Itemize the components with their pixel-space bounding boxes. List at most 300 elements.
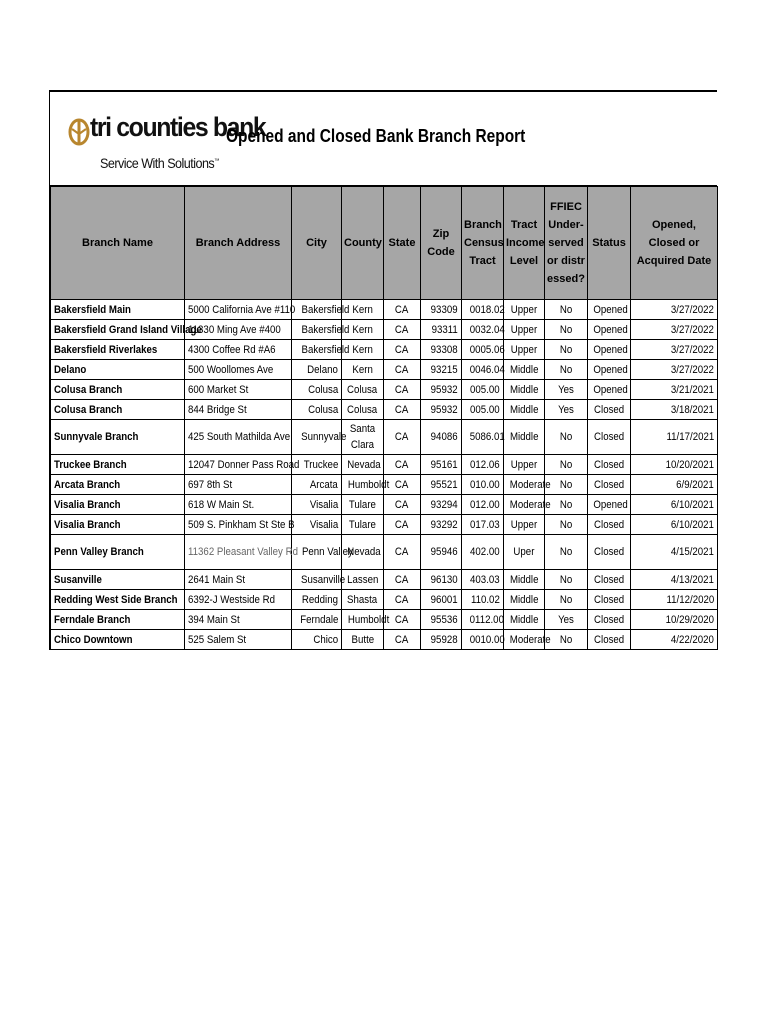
cell-county xyxy=(342,420,384,455)
cell-ffiec xyxy=(545,400,588,420)
cell-text-zip: 93294 xyxy=(431,498,458,511)
cell-text-city: Arcata xyxy=(310,478,338,491)
cell-text-city: Sunnyvale xyxy=(301,431,347,443)
cell-text-county: Kern xyxy=(352,303,373,316)
column-header-census-tract: Branch Census Tract xyxy=(462,187,504,300)
cell-text-state: CA xyxy=(395,573,409,586)
column-header-state: State xyxy=(384,187,421,300)
cell-text-ffiec: Yes xyxy=(558,613,574,626)
cell-text-city: Truckee xyxy=(303,458,338,471)
cell-name xyxy=(51,630,185,650)
cell-text-tract: 0046.04 xyxy=(469,363,505,376)
cell-ffiec xyxy=(545,495,588,515)
cell-text-date: 6/10/2021 xyxy=(670,498,714,511)
cell-text-city: Delano xyxy=(307,363,338,376)
cell-state xyxy=(384,515,421,535)
cell-text-ffiec: No xyxy=(559,458,573,471)
cell-text-income: Upper xyxy=(510,518,538,531)
cell-text-ffiec: No xyxy=(559,573,573,586)
cell-address xyxy=(185,360,292,380)
cell-text-zip: 95932 xyxy=(431,383,458,396)
cell-text-ffiec: No xyxy=(559,303,573,316)
cell-text-state: CA xyxy=(395,593,409,606)
cell-date xyxy=(631,610,718,630)
cell-text-address: 618 W Main St. xyxy=(188,498,255,511)
cell-tract xyxy=(462,380,504,400)
cell-city xyxy=(292,360,342,380)
cell-text-state: CA xyxy=(395,546,409,558)
cell-text-zip: 95521 xyxy=(431,478,458,491)
cell-text-tract: 0032.04 xyxy=(469,323,505,336)
cell-text-tract: 0018.02 xyxy=(469,303,505,316)
table-body xyxy=(51,300,718,650)
table-row xyxy=(51,340,718,360)
cell-city xyxy=(292,515,342,535)
cell-text-zip: 95536 xyxy=(431,613,458,626)
cell-ffiec xyxy=(545,420,588,455)
cell-zip xyxy=(421,400,462,420)
cell-text-income: Middle xyxy=(509,593,539,606)
cell-text-date: 10/20/2021 xyxy=(665,458,714,471)
cell-text-zip: 94086 xyxy=(431,431,458,443)
cell-text-city: Bakersfield xyxy=(301,343,350,356)
cell-ffiec xyxy=(545,455,588,475)
cell-text-city: Visalia xyxy=(309,498,338,511)
cell-text-city: Susanville xyxy=(301,573,346,586)
cell-text-state: CA xyxy=(395,363,409,376)
cell-text-county: Kern xyxy=(352,323,373,336)
cell-text-income: Middle xyxy=(509,383,539,396)
cell-income xyxy=(504,535,545,570)
cell-text-county: Tulare xyxy=(348,518,377,531)
cell-tract xyxy=(462,475,504,495)
cell-address xyxy=(185,535,298,570)
cell-tract xyxy=(462,420,504,455)
cell-county xyxy=(342,515,384,535)
cell-text-zip: 96001 xyxy=(431,593,458,606)
cell-zip xyxy=(421,630,462,650)
cell-text-income: Uper xyxy=(513,546,535,558)
cell-state xyxy=(384,495,421,515)
cell-city xyxy=(292,300,350,320)
cell-address xyxy=(185,400,292,420)
cell-income xyxy=(504,420,545,455)
cell-income xyxy=(504,340,545,360)
cell-address xyxy=(185,515,295,535)
cell-text-date: 11/12/2020 xyxy=(666,593,714,606)
column-header-branch-address: Branch Address xyxy=(185,187,292,300)
cell-status xyxy=(588,570,631,590)
cell-text-state: CA xyxy=(395,403,409,416)
cell-county xyxy=(342,360,384,380)
cell-tract xyxy=(462,610,504,630)
cell-status xyxy=(588,535,631,570)
cell-city xyxy=(292,340,350,360)
cell-text-tract: 5086.01 xyxy=(469,431,505,443)
cell-name xyxy=(51,495,185,515)
cell-text-status: Closed xyxy=(593,431,625,443)
cell-status xyxy=(588,630,631,650)
column-header-status: Status xyxy=(588,187,631,300)
cell-text-state: CA xyxy=(395,613,409,626)
cell-tract xyxy=(462,630,504,650)
cell-name xyxy=(51,420,185,455)
cell-text-income: Upper xyxy=(510,323,538,336)
report-title: Opened and Closed Bank Branch Report xyxy=(226,126,526,146)
cell-text-income: Moderate xyxy=(509,498,551,511)
cell-tract xyxy=(462,590,504,610)
cell-text-date: 11/17/2021 xyxy=(666,431,714,443)
table-row xyxy=(51,475,718,495)
cell-text-zip: 95928 xyxy=(431,633,458,646)
cell-income xyxy=(504,630,551,650)
cell-text-tract: 005.00 xyxy=(470,383,500,396)
cell-address xyxy=(185,590,292,610)
cell-county xyxy=(342,570,384,590)
cell-address xyxy=(185,495,292,515)
cell-date xyxy=(631,590,718,610)
cell-text-ffiec: No xyxy=(559,593,573,606)
branch-table xyxy=(50,186,718,650)
cell-name xyxy=(51,380,185,400)
cell-text-city: Redding xyxy=(301,593,338,606)
cell-text-income: Middle xyxy=(509,363,539,376)
cell-zip xyxy=(421,360,462,380)
cell-text-tract: 012.00 xyxy=(470,498,500,511)
cell-zip xyxy=(421,515,462,535)
cell-text-county: Nevada xyxy=(347,546,381,558)
cell-text-status: Closed xyxy=(593,546,625,558)
trademark-mark: ™ xyxy=(214,158,220,165)
cell-text-name: Bakersfield Main xyxy=(54,303,131,316)
cell-text-income: Upper xyxy=(510,303,538,316)
cell-text-status: Closed xyxy=(593,478,625,491)
cell-tract xyxy=(462,400,504,420)
cell-text-date: 3/27/2022 xyxy=(670,343,714,356)
brand-name: tri counties bank xyxy=(90,112,266,142)
cell-text-tract: 402.00 xyxy=(470,546,500,558)
cell-zip xyxy=(421,610,462,630)
cell-text-status: Closed xyxy=(593,593,625,606)
cell-city xyxy=(292,570,346,590)
cell-address xyxy=(185,570,292,590)
table-row xyxy=(51,495,718,515)
cell-income xyxy=(504,455,545,475)
cell-city xyxy=(292,630,342,650)
cell-tract xyxy=(462,340,504,360)
table-row xyxy=(51,455,718,475)
column-header-zip-code: Zip Code xyxy=(421,187,462,300)
cell-income xyxy=(504,495,551,515)
cell-tract xyxy=(462,535,504,570)
table-row xyxy=(51,610,718,630)
cell-zip xyxy=(421,495,462,515)
cell-address xyxy=(185,475,292,495)
cell-zip xyxy=(421,475,462,495)
cell-tract xyxy=(462,320,504,340)
cell-status xyxy=(588,610,631,630)
cell-text-address: 697 8th St xyxy=(188,478,233,491)
cell-text-name: Visalia Branch xyxy=(54,518,121,531)
branch-report xyxy=(49,90,717,650)
cell-ffiec xyxy=(545,340,588,360)
cell-income xyxy=(504,590,545,610)
cell-text-address: 844 Bridge St xyxy=(188,403,247,416)
cell-state xyxy=(384,630,421,650)
cell-text-county: Kern xyxy=(352,363,373,376)
cell-name xyxy=(51,475,185,495)
cell-ffiec xyxy=(545,380,588,400)
cell-city xyxy=(292,590,342,610)
cell-text-ffiec: No xyxy=(559,343,573,356)
cell-income xyxy=(504,610,545,630)
cell-text-income: Moderate xyxy=(509,478,551,491)
cell-date xyxy=(631,340,718,360)
cell-text-ffiec: No xyxy=(559,478,573,491)
cell-county xyxy=(342,610,390,630)
cell-status xyxy=(588,300,631,320)
cell-text-status: Closed xyxy=(593,633,625,646)
cell-address xyxy=(185,610,292,630)
cell-text-name: Sunnyvale Branch xyxy=(54,431,139,443)
cell-text-zip: 93215 xyxy=(431,363,458,376)
report-header xyxy=(50,92,717,186)
cell-text-address: 394 Main St xyxy=(188,613,240,626)
cell-date xyxy=(631,535,718,570)
cell-zip xyxy=(421,340,462,360)
cell-text-tract: 0112.00 xyxy=(469,613,504,626)
cell-text-address: 600 Market St xyxy=(188,383,249,396)
cell-name xyxy=(51,590,185,610)
cell-county xyxy=(342,630,384,650)
cell-ffiec xyxy=(545,360,588,380)
cell-date xyxy=(631,320,718,340)
cell-city xyxy=(292,495,342,515)
cell-text-status: Opened xyxy=(593,363,628,376)
cell-text-county: Kern xyxy=(352,343,373,356)
cell-text-tract: 005.00 xyxy=(470,403,500,416)
cell-text-zip: 93311 xyxy=(431,323,458,336)
cell-text-date: 3/21/2021 xyxy=(670,383,714,396)
cell-status xyxy=(588,475,631,495)
cell-text-tract: 110.02 xyxy=(471,593,500,606)
cell-city xyxy=(292,400,342,420)
cell-text-zip: 96130 xyxy=(431,573,458,586)
cell-income xyxy=(504,380,545,400)
cell-text-address: 11362 Pleasant Valley Rd xyxy=(188,546,298,558)
cell-state xyxy=(384,380,421,400)
table-row xyxy=(51,515,718,535)
cell-zip xyxy=(421,570,462,590)
cell-text-zip: 93308 xyxy=(431,343,458,356)
cell-ffiec xyxy=(545,630,588,650)
cell-state xyxy=(384,400,421,420)
cell-text-zip: 95932 xyxy=(431,403,458,416)
cell-ffiec xyxy=(545,320,588,340)
cell-tract xyxy=(462,570,504,590)
cell-name xyxy=(51,360,185,380)
cell-text-name: Chico Downtown xyxy=(54,633,133,646)
cell-text-date: 6/9/2021 xyxy=(676,478,714,491)
cell-ffiec xyxy=(545,590,588,610)
cell-text-income: Middle xyxy=(509,403,539,416)
cell-income xyxy=(504,360,545,380)
cell-text-ffiec: No xyxy=(559,633,573,646)
cell-text-zip: 93292 xyxy=(431,518,458,531)
cell-name xyxy=(51,535,185,570)
table-row xyxy=(51,570,718,590)
cell-status xyxy=(588,360,631,380)
cell-text-address: 12047 Donner Pass Road xyxy=(188,458,300,471)
cell-zip xyxy=(421,455,462,475)
cell-text-income: Middle xyxy=(509,431,539,443)
cell-text-county: Humboldt xyxy=(347,613,390,626)
brand-tagline xyxy=(100,155,219,171)
cell-text-ffiec: Yes xyxy=(558,403,574,416)
cell-text-tract: 403.03 xyxy=(470,573,500,586)
cell-date xyxy=(631,475,718,495)
cell-tract xyxy=(462,455,504,475)
cell-text-name: Bakersfield Riverlakes xyxy=(54,343,158,356)
cell-text-zip: 95946 xyxy=(431,546,458,558)
cell-text-date: 4/13/2021 xyxy=(670,573,714,586)
cell-county xyxy=(342,590,384,610)
cell-text-name: Redding West Side Branch xyxy=(54,593,178,606)
cell-city xyxy=(292,610,342,630)
table-row xyxy=(51,630,718,650)
cell-text-date: 3/27/2022 xyxy=(670,303,714,316)
cell-text-status: Closed xyxy=(593,573,625,586)
cell-text-status: Closed xyxy=(593,518,625,531)
cell-zip xyxy=(421,535,462,570)
cell-zip xyxy=(421,590,462,610)
cell-name xyxy=(51,400,185,420)
cell-text-status: Closed xyxy=(593,458,625,471)
cell-tract xyxy=(462,360,504,380)
cell-text-city: Chico xyxy=(313,633,338,646)
column-header-branch-name: Branch Name xyxy=(51,187,185,300)
cell-text-ffiec: No xyxy=(559,323,573,336)
cell-text-status: Opened xyxy=(593,498,628,511)
cell-county xyxy=(342,380,384,400)
cell-text-name: Bakersfield Grand Island Village xyxy=(54,323,202,336)
cell-zip xyxy=(421,420,462,455)
cell-date xyxy=(631,360,718,380)
cell-address xyxy=(185,300,296,320)
cell-text-county: Nevada xyxy=(347,458,381,471)
cell-name xyxy=(51,300,185,320)
cell-text-zip: 95161 xyxy=(431,458,458,471)
cell-text-county: Tulare xyxy=(348,498,377,511)
cell-county xyxy=(342,400,384,420)
cell-text-tract: 0010.00 xyxy=(469,633,505,646)
cell-text-state: CA xyxy=(395,431,409,443)
column-header-county: County xyxy=(342,187,384,300)
cell-state xyxy=(384,455,421,475)
cell-date xyxy=(631,515,718,535)
cell-status xyxy=(588,455,631,475)
cell-zip xyxy=(421,320,462,340)
cell-text-date: 4/22/2020 xyxy=(670,633,714,646)
cell-text-address: 509 S. Pinkham St Ste B xyxy=(188,518,295,531)
cell-text-name: Susanville xyxy=(54,573,102,586)
table-row xyxy=(51,535,718,570)
cell-text-name: Visalia Branch xyxy=(54,498,121,511)
cell-name xyxy=(51,515,185,535)
cell-text-state: CA xyxy=(395,478,409,491)
cell-text-name: Colusa Branch xyxy=(54,383,123,396)
cell-text-income: Upper xyxy=(510,458,538,471)
column-header-ffiec-status: FFIEC Under-served or distressed? xyxy=(545,187,588,300)
cell-ffiec xyxy=(545,475,588,495)
cell-text-ffiec: No xyxy=(559,498,573,511)
cell-date xyxy=(631,380,718,400)
cell-text-county: Colusa xyxy=(347,383,378,396)
cell-status xyxy=(588,320,631,340)
cell-county xyxy=(342,495,384,515)
cell-ffiec xyxy=(545,300,588,320)
cell-text-date: 3/27/2022 xyxy=(670,363,714,376)
cell-text-address: 4300 Coffee Rd #A6 xyxy=(188,343,276,356)
cell-text-city: Bakersfield xyxy=(301,323,350,336)
cell-text-address: 525 Salem St xyxy=(188,633,247,646)
cell-text-tract: 0005.06 xyxy=(469,343,505,356)
cell-text-city: Bakersfield xyxy=(301,303,350,316)
cell-text-city: Visalia xyxy=(309,518,338,531)
cell-state xyxy=(384,420,421,455)
cell-text-county: Shasta xyxy=(347,593,378,606)
cell-name xyxy=(51,610,185,630)
cell-state xyxy=(384,360,421,380)
cell-date xyxy=(631,300,718,320)
table-header-row xyxy=(51,187,718,300)
wheat-logo-icon xyxy=(67,118,91,146)
cell-status xyxy=(588,420,631,455)
cell-text-name: Ferndale Branch xyxy=(54,613,131,626)
column-header-date: Opened, Closed or Acquired Date xyxy=(631,187,718,300)
cell-ffiec xyxy=(545,535,588,570)
cell-text-county: Colusa xyxy=(347,403,378,416)
cell-text-status: Opened xyxy=(593,343,628,356)
cell-county xyxy=(342,535,384,570)
table-row xyxy=(51,300,718,320)
cell-text-status: Opened xyxy=(593,323,628,336)
cell-text-ffiec: No xyxy=(559,518,573,531)
cell-text-name: Truckee Branch xyxy=(54,458,127,471)
cell-zip xyxy=(421,380,462,400)
cell-text-city: Ferndale xyxy=(300,613,339,626)
column-header-city: City xyxy=(292,187,342,300)
cell-text-address: 2641 Main St xyxy=(188,573,246,586)
cell-text-status: Closed xyxy=(593,403,625,416)
cell-text-city: Penn Valley xyxy=(301,546,353,558)
cell-text-city: Colusa xyxy=(307,383,338,396)
cell-status xyxy=(588,400,631,420)
cell-address xyxy=(185,320,292,340)
cell-status xyxy=(588,590,631,610)
cell-income xyxy=(504,300,545,320)
cell-state xyxy=(384,535,421,570)
cell-text-state: CA xyxy=(395,383,409,396)
cell-text-address: 11330 Ming Ave #400 xyxy=(188,323,281,336)
cell-status xyxy=(588,495,631,515)
cell-text-ffiec: No xyxy=(559,363,573,376)
cell-state xyxy=(384,340,421,360)
cell-text-income: Moderate xyxy=(509,633,551,646)
cell-ffiec xyxy=(545,515,588,535)
cell-text-status: Closed xyxy=(593,613,625,626)
cell-city xyxy=(292,320,350,340)
